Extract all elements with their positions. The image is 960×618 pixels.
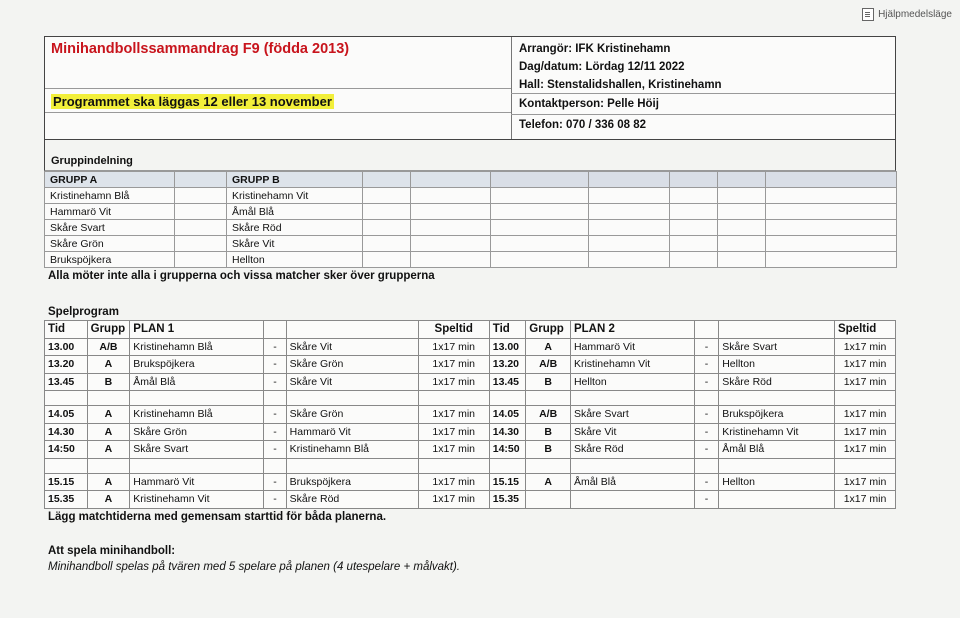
- schedule-table: [44, 320, 896, 509]
- match-duration: 1x17 min: [834, 338, 895, 356]
- match-dash: -: [264, 441, 286, 459]
- home-team: Skåre Röd: [570, 441, 694, 459]
- home-team: Kristinehamn Blå: [130, 406, 264, 424]
- match-group: A: [87, 473, 130, 491]
- away-team: Åmål Blå: [719, 441, 835, 459]
- home-team: Hammarö Vit: [130, 473, 264, 491]
- away-team: Skåre Vit: [286, 373, 418, 391]
- contact-text: Kontaktperson: Pelle Höij: [519, 98, 659, 110]
- away-team: Skåre Svart: [719, 338, 835, 356]
- col-plan2: PLAN 2: [570, 321, 694, 339]
- grupp-a-team: Brukspöjkera: [45, 252, 175, 268]
- match-group: A/B: [526, 406, 571, 424]
- rules-text: Minihandboll spelas på tvären med 5 spelare på planen (4 utespelare + målvakt).: [48, 560, 461, 573]
- match-group: A: [87, 356, 130, 374]
- match-time: 14.30: [45, 423, 88, 441]
- match-time: 15.35: [45, 491, 88, 509]
- schedule-row: [45, 441, 896, 459]
- page-title: Minihandbollssammandrag F9 (födda 2013): [51, 41, 350, 57]
- match-dash: -: [694, 406, 718, 424]
- match-time: 13.00: [45, 338, 88, 356]
- group-table: [44, 171, 897, 268]
- match-duration: 1x17 min: [834, 423, 895, 441]
- group-section-header: [44, 140, 896, 171]
- rules-heading: Att spela minihandboll:: [48, 544, 176, 557]
- col-grupp: Grupp: [87, 321, 130, 339]
- match-time: 13.45: [489, 373, 526, 391]
- match-group: B: [526, 373, 571, 391]
- hall-text: Hall: Stenstalidshallen, Kristinehamn: [519, 79, 722, 91]
- match-group: A/B: [526, 356, 571, 374]
- home-team: Skåre Svart: [130, 441, 264, 459]
- home-team: Kristinehamn Blå: [130, 338, 264, 356]
- accessibility-mode-button[interactable]: [862, 8, 952, 21]
- match-duration: 1x17 min: [418, 373, 489, 391]
- home-team: Skåre Vit: [570, 423, 694, 441]
- match-duration: 1x17 min: [418, 406, 489, 424]
- home-team: Skåre Grön: [130, 423, 264, 441]
- away-team: Hellton: [719, 473, 835, 491]
- group-row: [45, 188, 897, 204]
- date-text: Dag/datum: Lördag 12/11 2022: [519, 61, 685, 73]
- match-duration: 1x17 min: [418, 356, 489, 374]
- schedule-row: [45, 356, 896, 374]
- home-team: Kristinehamn Vit: [570, 356, 694, 374]
- schedule-row: [45, 473, 896, 491]
- match-group: A: [87, 441, 130, 459]
- schedule-spacer-row: [45, 458, 896, 473]
- match-group: A: [87, 406, 130, 424]
- match-dash: -: [694, 473, 718, 491]
- match-group: [526, 491, 571, 509]
- schedule-spacer-row: [45, 391, 896, 406]
- phone-text: Telefon: 070 / 336 08 82: [519, 119, 646, 131]
- match-time: 15.15: [489, 473, 526, 491]
- match-group: B: [526, 423, 571, 441]
- group-row: [45, 236, 897, 252]
- away-team: Brukspöjkera: [719, 406, 835, 424]
- home-team: Åmål Blå: [130, 373, 264, 391]
- header-divider: [511, 37, 512, 139]
- match-duration: 1x17 min: [834, 473, 895, 491]
- col-grupp-2: Grupp: [526, 321, 571, 339]
- col-tid-2: Tid: [489, 321, 526, 339]
- match-duration: 1x17 min: [418, 491, 489, 509]
- accessibility-mode-label: Hjälpmedelsläge: [878, 9, 952, 20]
- match-duration: 1x17 min: [834, 356, 895, 374]
- away-team: Skåre Grön: [286, 406, 418, 424]
- grupp-b-team: Skåre Röd: [227, 220, 363, 236]
- home-team: [570, 491, 694, 509]
- col-speltid-1: Speltid: [418, 321, 489, 339]
- match-dash: -: [264, 423, 286, 441]
- match-dash: -: [264, 373, 286, 391]
- header-box: [44, 36, 896, 140]
- match-dash: -: [694, 356, 718, 374]
- match-time: 14:50: [45, 441, 88, 459]
- match-duration: 1x17 min: [834, 491, 895, 509]
- match-group: A: [87, 491, 130, 509]
- grupp-a-team: Hammarö Vit: [45, 204, 175, 220]
- schedule-row: [45, 338, 896, 356]
- grupp-b-team: Kristinehamn Vit: [227, 188, 363, 204]
- match-group: A: [526, 473, 571, 491]
- match-duration: 1x17 min: [418, 473, 489, 491]
- match-duration: 1x17 min: [418, 423, 489, 441]
- match-time: 13.20: [489, 356, 526, 374]
- document-icon: [862, 8, 874, 21]
- match-time: 13.45: [45, 373, 88, 391]
- match-dash: -: [694, 338, 718, 356]
- match-group: A: [87, 423, 130, 441]
- match-duration: 1x17 min: [418, 441, 489, 459]
- match-time: 13.20: [45, 356, 88, 374]
- home-team: Åmål Blå: [570, 473, 694, 491]
- away-team: [719, 491, 835, 509]
- match-dash: -: [694, 491, 718, 509]
- away-team: Skåre Vit: [286, 338, 418, 356]
- away-team: Skåre Röd: [286, 491, 418, 509]
- home-team: Skåre Svart: [570, 406, 694, 424]
- grupp-a-team: Skåre Grön: [45, 236, 175, 252]
- match-duration: 1x17 min: [418, 338, 489, 356]
- grupp-b-team: Åmål Blå: [227, 204, 363, 220]
- arrangor-text: Arrangör: IFK Kristinehamn: [519, 43, 671, 55]
- schedule-row: [45, 491, 896, 509]
- match-dash: -: [264, 491, 286, 509]
- group-note: Alla möter inte alla i grupperna och vissa matcher sker över grupperna: [48, 270, 435, 282]
- match-dash: -: [694, 373, 718, 391]
- match-time: 14:50: [489, 441, 526, 459]
- match-dash: -: [264, 338, 286, 356]
- match-time: 14.05: [45, 406, 88, 424]
- col-speltid-2: Speltid: [834, 321, 895, 339]
- col-plan1: PLAN 1: [130, 321, 264, 339]
- match-dash: -: [264, 356, 286, 374]
- grupp-b-team: Skåre Vit: [227, 236, 363, 252]
- away-team: Brukspöjkera: [286, 473, 418, 491]
- grupp-a-header: GRUPP A: [45, 172, 175, 188]
- grupp-a-team: Kristinehamn Blå: [45, 188, 175, 204]
- away-team: Skåre Röd: [719, 373, 835, 391]
- match-duration: 1x17 min: [834, 373, 895, 391]
- document-page: [44, 36, 896, 573]
- match-time: 14.05: [489, 406, 526, 424]
- match-time: 14.30: [489, 423, 526, 441]
- match-dash: -: [264, 473, 286, 491]
- group-header-row: [45, 172, 897, 188]
- schedule-row: [45, 373, 896, 391]
- program-note-highlight: Programmet ska läggas 12 eller 13 november: [53, 94, 332, 109]
- away-team: Hellton: [719, 356, 835, 374]
- group-row: [45, 220, 897, 236]
- schedule-header-row: [45, 321, 896, 339]
- grupp-b-header: GRUPP B: [227, 172, 363, 188]
- group-heading: Gruppindelning: [51, 155, 133, 167]
- away-team: Hammarö Vit: [286, 423, 418, 441]
- match-dash: -: [264, 406, 286, 424]
- home-team: Brukspöjkera: [130, 356, 264, 374]
- schedule-heading: Spelprogram: [48, 306, 119, 318]
- home-team: Hammarö Vit: [570, 338, 694, 356]
- match-dash: -: [694, 423, 718, 441]
- schedule-note: Lägg matchtiderna med gemensam starttid för båda planerna.: [48, 510, 387, 523]
- match-group: A: [526, 338, 571, 356]
- match-dash: -: [694, 441, 718, 459]
- away-team: Skåre Grön: [286, 356, 418, 374]
- schedule-row: [45, 406, 896, 424]
- schedule-row: [45, 423, 896, 441]
- match-duration: 1x17 min: [834, 441, 895, 459]
- away-team: Kristinehamn Vit: [719, 423, 835, 441]
- grupp-b-team: Hellton: [227, 252, 363, 268]
- match-time: 15.35: [489, 491, 526, 509]
- group-row: [45, 252, 897, 268]
- match-group: B: [87, 373, 130, 391]
- home-team: Hellton: [570, 373, 694, 391]
- group-row: [45, 204, 897, 220]
- match-group: A/B: [87, 338, 130, 356]
- home-team: Kristinehamn Vit: [130, 491, 264, 509]
- match-group: B: [526, 441, 571, 459]
- grupp-a-team: Skåre Svart: [45, 220, 175, 236]
- match-time: 13.00: [489, 338, 526, 356]
- match-duration: 1x17 min: [834, 406, 895, 424]
- match-time: 15.15: [45, 473, 88, 491]
- col-tid: Tid: [45, 321, 88, 339]
- away-team: Kristinehamn Blå: [286, 441, 418, 459]
